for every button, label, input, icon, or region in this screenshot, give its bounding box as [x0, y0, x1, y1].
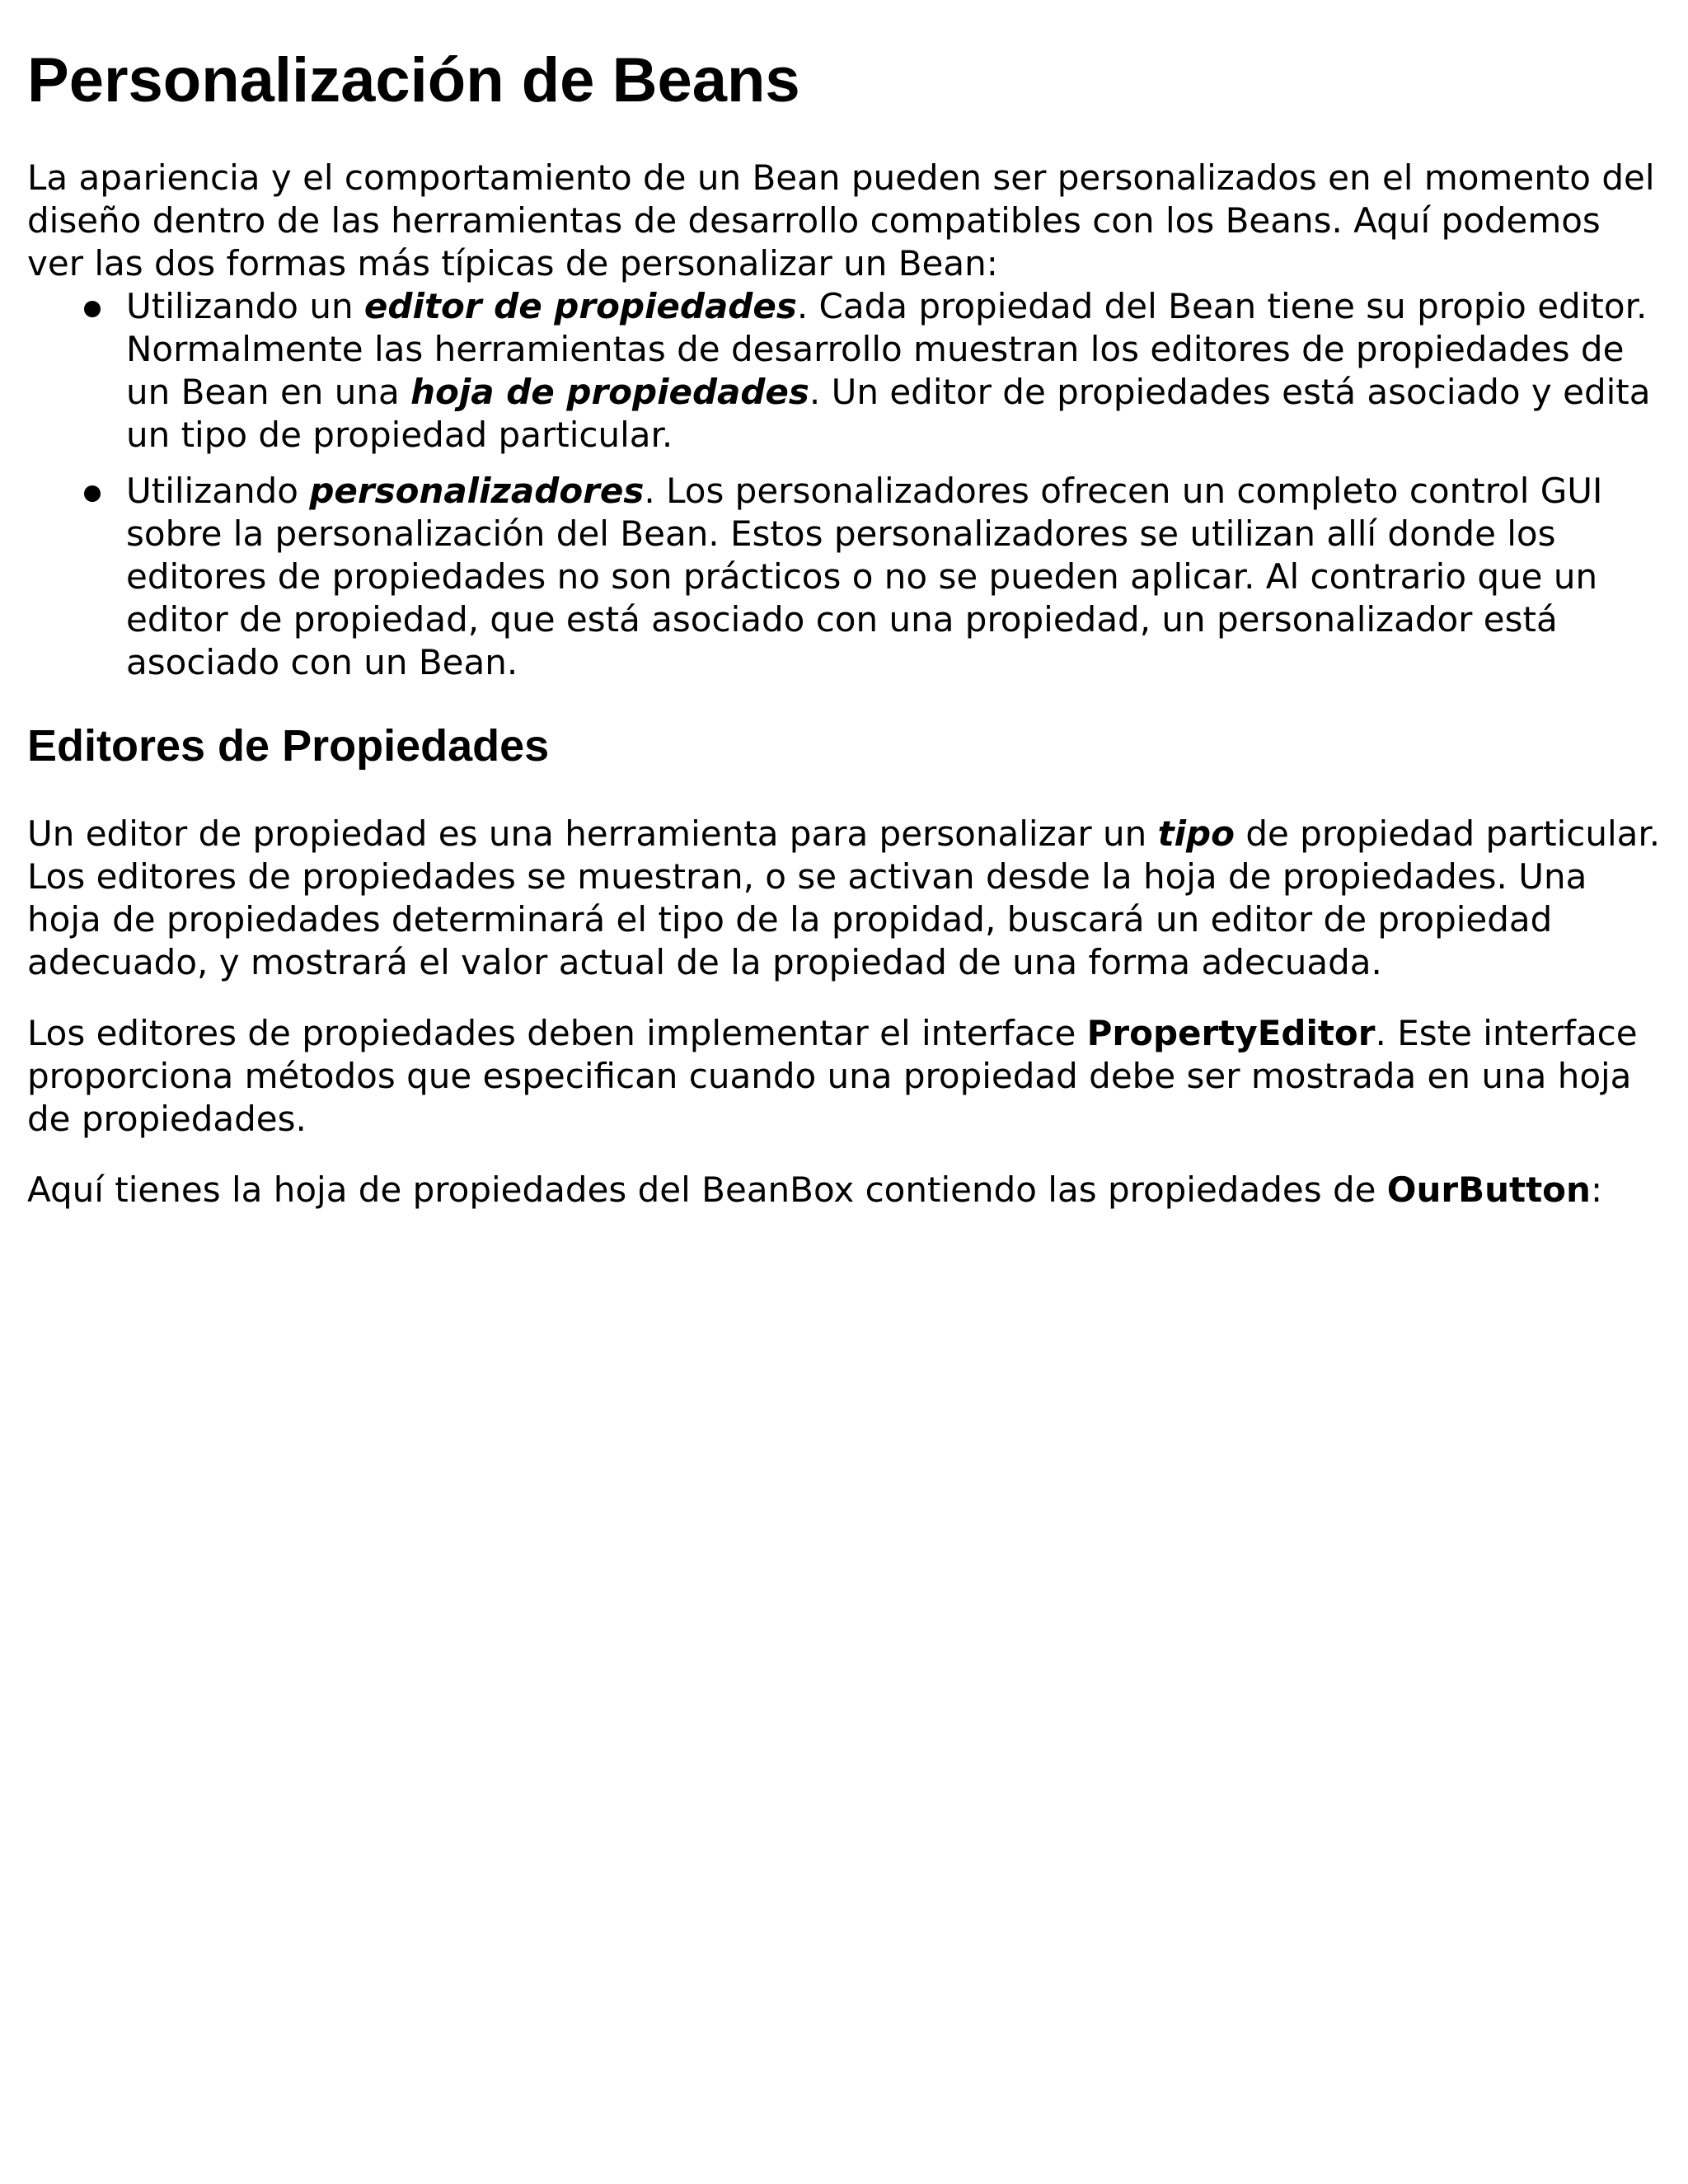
paragraph-text: de propiedad particular. Los editores de propiedades se muestran, o se activan desde la hoja de propiedades. Una hoja de propiedades determinará el tipo de la propidad, buscará un editor de propiedad adecuado, y mostrará el valor actual de la propiedad de una forma adecuada.	[27, 813, 1661, 982]
term-propertyeditor: PropertyEditor	[1086, 1012, 1376, 1053]
list-item-text: Utilizando	[126, 470, 310, 511]
page-title: Personalización de Beans	[27, 45, 800, 115]
list-item-customizers	[126, 470, 1662, 684]
paragraph-text: . Este interface proporciona métodos que especifican cuando una propiedad debe ser mostrada en una hoja de propiedades.	[27, 1012, 1638, 1139]
term-personalizadores: personalizadores	[309, 470, 645, 511]
list-item-text: . Un editor de propiedades está asociado y edita un tipo de propiedad particular.	[126, 371, 1651, 455]
paragraph-text: Aquí tienes la hoja de propiedades del BeanBox contiendo las propiedades de	[27, 1169, 1387, 1210]
bullet-icon	[84, 485, 101, 502]
paragraph-beanbox-sheet	[27, 1169, 1662, 1212]
section-title: Editores de Propiedades	[27, 720, 550, 771]
list-item-text: . Cada propiedad del Bean tiene su propio editor. Normalmente las herramientas de desarrollo muestran los editores de propiedades de un Bean en una	[126, 285, 1648, 412]
paragraph-text: Los editores de propiedades deben implementar el interface	[27, 1012, 1087, 1053]
customization-methods-list	[27, 285, 1662, 684]
list-item-text: . Los personalizadores ofrecen un completo control GUI sobre la personalización del Bean. Estos personalizadores se utilizan allí donde los editores de propiedades no son prácticos o no se pueden aplicar. Al contrario que un editor de propiedad, que está asociado con una propiedad, un personalizador está asociado con un Bean.	[126, 470, 1603, 682]
paragraph-property-editor-definition	[27, 813, 1662, 984]
paragraph-text: :	[1590, 1169, 1603, 1210]
term-editor-de-propiedades: editor de propiedades	[363, 285, 797, 326]
bullet-icon	[84, 301, 101, 317]
term-ourbutton: OurButton	[1386, 1169, 1591, 1210]
paragraph-text: Un editor de propiedad es una herramienta para personalizar un	[27, 813, 1158, 854]
list-item-property-editor	[126, 285, 1662, 457]
list-item-text: Utilizando un	[126, 285, 364, 326]
term-tipo: tipo	[1157, 813, 1235, 854]
term-hoja-de-propiedades: hoja de propiedades	[410, 371, 809, 412]
intro-paragraph: La apariencia y el comportamiento de un Bean pueden ser personalizados en el momento del diseño dentro de las herramientas de desarrollo compatibles con los Beans. Aquí podemos ver las dos formas más típicas de personalizar un Bean:	[27, 157, 1655, 284]
paragraph-property-editor-interface	[27, 1012, 1662, 1141]
